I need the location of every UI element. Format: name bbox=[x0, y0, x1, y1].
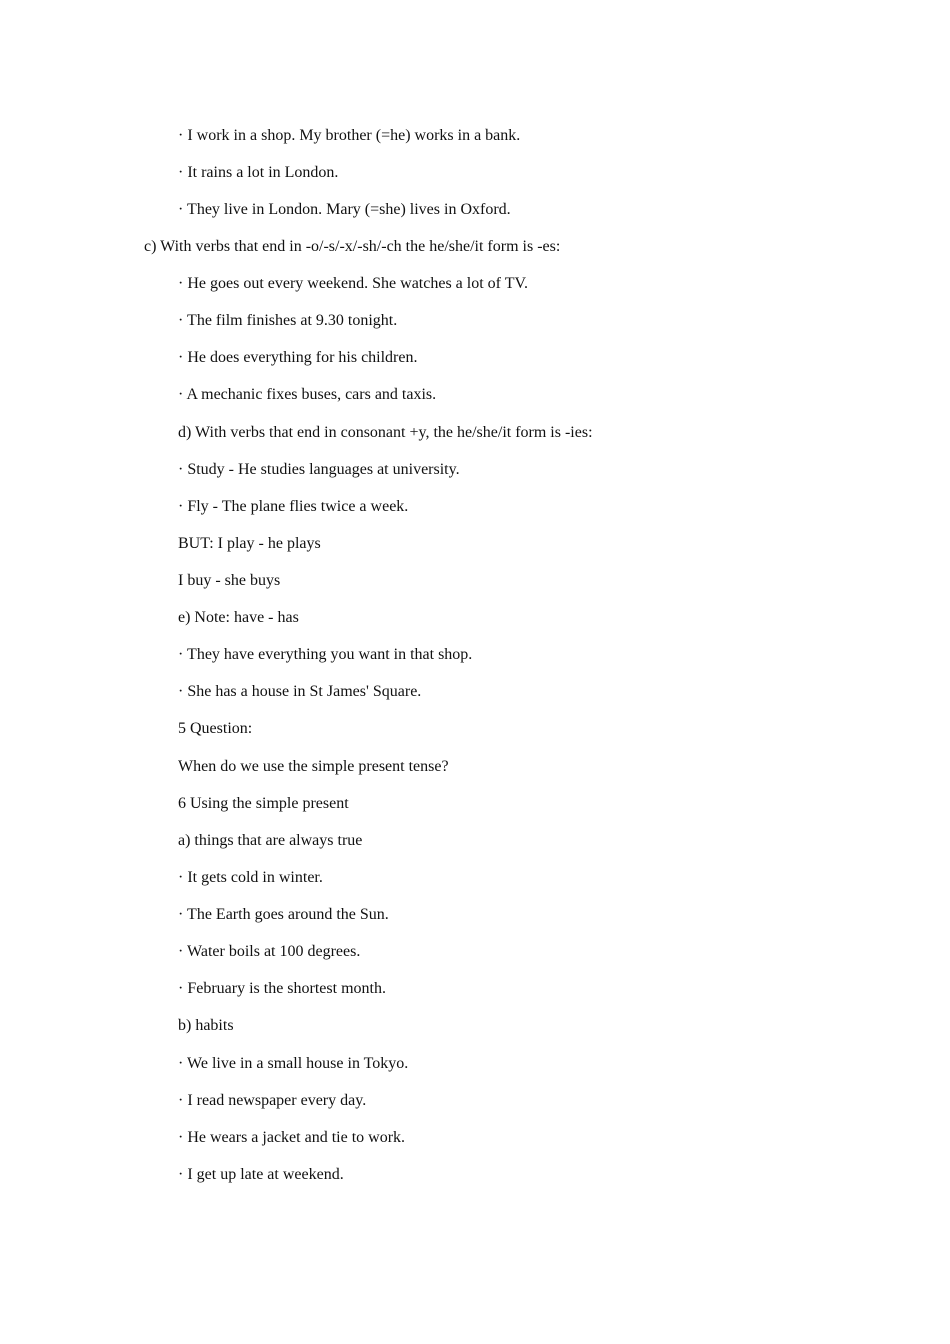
text-line: · The Earth goes around the Sun. bbox=[178, 906, 389, 923]
text-line: · Fly - The plane flies twice a week. bbox=[178, 498, 409, 515]
text-line: · He goes out every weekend. She watches a lot of TV. bbox=[178, 275, 528, 292]
text-line: a) things that are always true bbox=[178, 832, 363, 849]
text-line: · They have everything you want in that shop. bbox=[178, 646, 473, 663]
text-line: · The film finishes at 9.30 tonight. bbox=[178, 312, 398, 329]
text-line: d) With verbs that end in consonant +y, the he/she/it form is -ies: bbox=[178, 424, 593, 441]
text-line: · I work in a shop. My brother (=he) works in a bank. bbox=[178, 127, 521, 144]
text-line: · We live in a small house in Tokyo. bbox=[178, 1055, 409, 1072]
text-line: e) Note: have - has bbox=[178, 609, 299, 626]
text-line: · Study - He studies languages at university. bbox=[178, 461, 460, 478]
text-line: When do we use the simple present tense? bbox=[178, 758, 449, 775]
text-line: · They live in London. Mary (=she) lives in Oxford. bbox=[178, 201, 511, 218]
text-line: · It rains a lot in London. bbox=[178, 164, 339, 181]
text-line: · She has a house in St James' Square. bbox=[178, 683, 422, 700]
text-line: · It gets cold in winter. bbox=[178, 869, 323, 886]
text-line: · He does everything for his children. bbox=[178, 349, 418, 366]
text-line: 5 Question: bbox=[178, 720, 253, 737]
text-line: BUT: I play - he plays bbox=[178, 535, 321, 552]
text-line: · I get up late at weekend. bbox=[178, 1166, 344, 1183]
text-line: · He wears a jacket and tie to work. bbox=[178, 1129, 406, 1146]
text-line: I buy - she buys bbox=[178, 572, 281, 589]
text-line: 6 Using the simple present bbox=[178, 795, 349, 812]
text-line: · Water boils at 100 degrees. bbox=[178, 943, 361, 960]
text-line: · February is the shortest month. bbox=[178, 980, 386, 997]
text-line: c) With verbs that end in -o/-s/-x/-sh/-ch the he/she/it form is -es: bbox=[144, 238, 561, 255]
text-line: · I read newspaper every day. bbox=[178, 1092, 367, 1109]
text-line: · A mechanic fixes buses, cars and taxis. bbox=[178, 386, 437, 403]
text-line: b) habits bbox=[178, 1017, 234, 1034]
